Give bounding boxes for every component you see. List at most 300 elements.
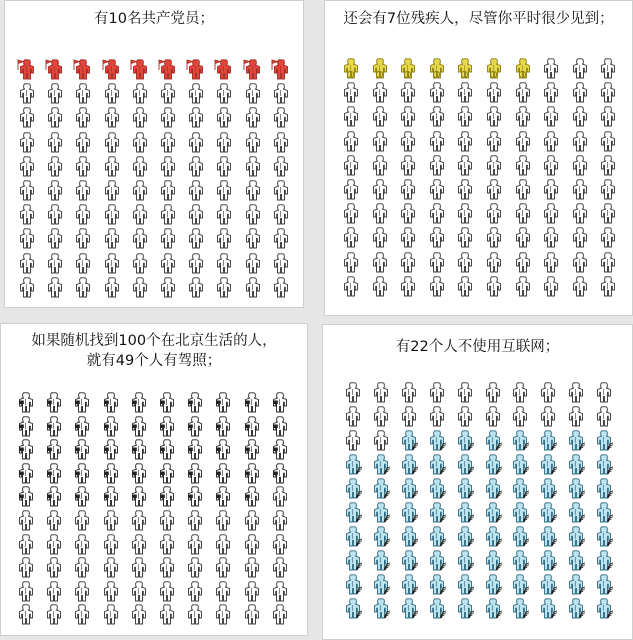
person-icon: [129, 509, 148, 531]
person-icon: [427, 57, 446, 79]
person-icon: [570, 275, 589, 297]
person-icon: [72, 556, 91, 578]
person-icon: [270, 603, 289, 625]
person-icon: [399, 549, 418, 571]
person-icon: [455, 381, 474, 403]
person-icon: [73, 252, 92, 274]
person-icon: [371, 477, 390, 499]
person-icon: [510, 573, 529, 595]
person-icon: [594, 501, 613, 523]
person-icon: [157, 603, 176, 625]
person-icon: [455, 275, 474, 297]
caption-line: 有22个人不使用互联网；: [395, 339, 560, 355]
person-icon: [185, 462, 204, 484]
person-icon: [541, 81, 560, 103]
person-icon: [513, 226, 532, 248]
person-icon: [399, 477, 418, 499]
person-icon: [130, 227, 149, 249]
person-icon: [271, 82, 290, 104]
person-icon: [101, 438, 120, 460]
person-icon: [271, 227, 290, 249]
person-icon: [214, 106, 233, 128]
person-icon: [242, 556, 261, 578]
person-icon: [157, 415, 176, 437]
person-icon: [16, 533, 35, 555]
person-icon: [243, 155, 262, 177]
person-icon: [242, 485, 261, 507]
person-icon: [271, 106, 290, 128]
person-icon: [44, 485, 63, 507]
person-icon: [566, 477, 585, 499]
person-icon: [398, 105, 417, 127]
person-icon: [513, 251, 532, 273]
person-icon: [16, 509, 35, 531]
person-icon: [343, 573, 362, 595]
person-icon: [343, 453, 362, 475]
person-icon: [213, 438, 232, 460]
person-icon: [343, 525, 362, 547]
person-icon: [343, 429, 362, 451]
person-icon: [185, 438, 204, 460]
person-icon: [72, 391, 91, 413]
panel-drivers-license: [0, 323, 308, 636]
person-icon: [541, 275, 560, 297]
person-icon: [72, 438, 91, 460]
person-icon: [102, 155, 121, 177]
person-icon: [102, 82, 121, 104]
person-icon: [370, 178, 389, 200]
panel-caption: [1, 331, 307, 371]
person-icon: [73, 155, 92, 177]
person-icon: [455, 429, 474, 451]
person-icon: [341, 81, 360, 103]
person-icon: [157, 556, 176, 578]
person-icon: [427, 226, 446, 248]
person-icon: [72, 462, 91, 484]
person-icon: [129, 533, 148, 555]
person-icon: [598, 105, 617, 127]
person-icon: [570, 105, 589, 127]
person-icon: [130, 276, 149, 298]
person-icon: [513, 130, 532, 152]
person-icon: [242, 391, 261, 413]
person-icon: [484, 105, 503, 127]
person-icon: [242, 462, 261, 484]
person-icon: [594, 525, 613, 547]
person-icon: [455, 251, 474, 273]
person-icon: [44, 556, 63, 578]
person-icon: [158, 227, 177, 249]
person-icon: [213, 580, 232, 602]
person-icon: [158, 106, 177, 128]
person-icon: [510, 453, 529, 475]
person-icon: [427, 429, 446, 451]
person-icon: [538, 525, 557, 547]
person-icon: [398, 57, 417, 79]
person-icon: [213, 485, 232, 507]
person-icon: [129, 462, 148, 484]
person-icon: [243, 82, 262, 104]
person-icon: [371, 597, 390, 619]
person-icon: [213, 556, 232, 578]
person-icon: [484, 178, 503, 200]
person-icon: [129, 580, 148, 602]
person-icon: [370, 105, 389, 127]
person-icon: [538, 381, 557, 403]
person-icon: [45, 58, 64, 80]
person-icon: [399, 573, 418, 595]
person-icon: [598, 130, 617, 152]
person-icon: [242, 533, 261, 555]
person-icon: [343, 501, 362, 523]
person-icon: [158, 131, 177, 153]
person-icon: [73, 106, 92, 128]
person-icon: [17, 131, 36, 153]
person-icon: [185, 415, 204, 437]
person-icon: [484, 202, 503, 224]
person-icon: [455, 105, 474, 127]
person-icon: [158, 203, 177, 225]
person-icon: [598, 178, 617, 200]
person-icon: [399, 429, 418, 451]
person-icon: [513, 275, 532, 297]
person-icon: [101, 533, 120, 555]
person-icon: [427, 105, 446, 127]
person-icon: [130, 252, 149, 274]
person-icon: [271, 179, 290, 201]
person-icon: [427, 81, 446, 103]
person-icon: [399, 405, 418, 427]
person-icon: [243, 58, 262, 80]
person-icon: [186, 82, 205, 104]
person-icon: [570, 202, 589, 224]
person-icon: [370, 57, 389, 79]
person-icon: [566, 597, 585, 619]
person-icon: [341, 226, 360, 248]
person-icon: [541, 57, 560, 79]
person-icon: [185, 580, 204, 602]
person-icon: [371, 381, 390, 403]
person-icon: [594, 477, 613, 499]
person-icon: [510, 525, 529, 547]
person-icon: [157, 438, 176, 460]
person-icon: [213, 462, 232, 484]
panel-caption: [5, 9, 303, 29]
person-icon: [185, 603, 204, 625]
person-icon: [427, 202, 446, 224]
person-icon: [483, 429, 502, 451]
person-icon: [130, 58, 149, 80]
person-icon: [158, 276, 177, 298]
person-icon: [17, 179, 36, 201]
person-icon: [343, 477, 362, 499]
person-icon: [399, 381, 418, 403]
person-icon: [341, 105, 360, 127]
person-icon: [455, 130, 474, 152]
person-icon: [538, 477, 557, 499]
person-icon: [343, 405, 362, 427]
person-icon: [101, 580, 120, 602]
panel-disabled-people: [324, 0, 633, 316]
person-icon: [427, 275, 446, 297]
person-icon: [455, 57, 474, 79]
person-icon: [270, 509, 289, 531]
person-icon: [102, 179, 121, 201]
person-icon: [455, 597, 474, 619]
person-icon: [510, 429, 529, 451]
person-icon: [510, 477, 529, 499]
person-icon: [399, 525, 418, 547]
person-icon: [271, 252, 290, 274]
person-icon: [541, 130, 560, 152]
person-icon: [243, 252, 262, 274]
person-icon: [483, 477, 502, 499]
person-icon: [270, 415, 289, 437]
person-icon: [427, 251, 446, 273]
person-icon: [427, 501, 446, 523]
person-icon: [101, 485, 120, 507]
person-icon: [370, 154, 389, 176]
person-icon: [541, 226, 560, 248]
panel-caption: [323, 337, 632, 357]
person-icon: [271, 276, 290, 298]
person-icon: [102, 203, 121, 225]
person-icon: [102, 106, 121, 128]
person-icon: [130, 179, 149, 201]
person-icon: [371, 429, 390, 451]
person-icon: [45, 179, 64, 201]
person-icon: [243, 227, 262, 249]
person-icon: [427, 130, 446, 152]
person-icon: [186, 252, 205, 274]
person-icon: [570, 178, 589, 200]
person-icon: [186, 276, 205, 298]
person-icon: [455, 453, 474, 475]
person-icon: [484, 57, 503, 79]
person-icon: [398, 130, 417, 152]
person-icon: [213, 415, 232, 437]
person-icon: [73, 58, 92, 80]
person-icon: [102, 227, 121, 249]
person-icon: [570, 130, 589, 152]
person-icon: [484, 81, 503, 103]
person-icon: [371, 405, 390, 427]
person-icon: [16, 415, 35, 437]
person-icon: [371, 453, 390, 475]
person-icon: [538, 429, 557, 451]
person-icon: [566, 453, 585, 475]
person-icon: [594, 453, 613, 475]
person-icon: [566, 525, 585, 547]
person-icon: [566, 549, 585, 571]
person-icon: [484, 154, 503, 176]
person-icon: [370, 275, 389, 297]
person-icon: [16, 391, 35, 413]
person-icon: [130, 82, 149, 104]
person-icon: [158, 82, 177, 104]
person-icon: [371, 573, 390, 595]
person-icon: [483, 501, 502, 523]
person-icon: [16, 485, 35, 507]
person-icon: [455, 405, 474, 427]
person-icon: [242, 415, 261, 437]
person-icon: [513, 81, 532, 103]
person-icon: [73, 276, 92, 298]
person-icon: [455, 202, 474, 224]
person-icon: [17, 252, 36, 274]
person-icon: [455, 226, 474, 248]
person-icon: [370, 130, 389, 152]
person-icon: [130, 106, 149, 128]
person-icon: [541, 202, 560, 224]
person-icon: [16, 580, 35, 602]
person-icon: [538, 597, 557, 619]
person-icon: [214, 203, 233, 225]
person-icon: [510, 405, 529, 427]
person-icon: [185, 509, 204, 531]
person-icon: [541, 105, 560, 127]
person-icon: [594, 549, 613, 571]
person-icon: [343, 549, 362, 571]
person-icon: [44, 580, 63, 602]
person-icon: [513, 154, 532, 176]
person-icon: [45, 252, 64, 274]
person-icon: [513, 105, 532, 127]
person-icon: [398, 81, 417, 103]
person-icon: [102, 276, 121, 298]
person-icon: [129, 556, 148, 578]
person-icon: [541, 178, 560, 200]
person-icon: [102, 252, 121, 274]
person-icon: [242, 438, 261, 460]
person-icon: [186, 227, 205, 249]
person-icon: [270, 533, 289, 555]
person-icon: [510, 501, 529, 523]
person-icon: [45, 276, 64, 298]
person-icon: [427, 477, 446, 499]
person-icon: [44, 509, 63, 531]
person-icon: [341, 251, 360, 273]
person-icon: [214, 58, 233, 80]
person-icon: [16, 438, 35, 460]
person-icon: [45, 155, 64, 177]
person-icon: [483, 381, 502, 403]
person-icon: [598, 275, 617, 297]
person-icon: [45, 106, 64, 128]
person-icon: [598, 57, 617, 79]
person-icon: [130, 155, 149, 177]
person-icon: [398, 178, 417, 200]
person-icon: [73, 179, 92, 201]
person-icon: [398, 154, 417, 176]
person-icon: [157, 391, 176, 413]
person-icon: [570, 251, 589, 273]
person-icon: [213, 391, 232, 413]
person-icon: [510, 549, 529, 571]
caption-line: 有10名共产党员；: [94, 11, 214, 27]
person-icon: [101, 509, 120, 531]
person-icon: [44, 603, 63, 625]
person-icon: [214, 276, 233, 298]
person-icon: [484, 251, 503, 273]
person-icon: [102, 58, 121, 80]
person-icon: [594, 573, 613, 595]
person-icon: [44, 462, 63, 484]
person-icon: [510, 597, 529, 619]
person-icon: [341, 57, 360, 79]
person-icon: [16, 603, 35, 625]
person-icon: [157, 533, 176, 555]
person-icon: [214, 252, 233, 274]
person-icon: [44, 415, 63, 437]
person-icon: [44, 438, 63, 460]
person-icon: [398, 275, 417, 297]
caption-line: 还会有7位残疾人，尽管你平时很少见到；: [343, 11, 614, 27]
person-icon: [101, 415, 120, 437]
person-icon: [45, 227, 64, 249]
person-icon: [158, 179, 177, 201]
person-icon: [538, 501, 557, 523]
person-icon: [427, 405, 446, 427]
panel-no-internet: [322, 324, 633, 640]
person-icon: [598, 202, 617, 224]
person-icon: [72, 580, 91, 602]
person-icon: [483, 405, 502, 427]
person-icon: [17, 106, 36, 128]
person-icon: [157, 580, 176, 602]
person-icon: [566, 573, 585, 595]
person-icon: [185, 533, 204, 555]
person-icon: [157, 462, 176, 484]
person-icon: [598, 81, 617, 103]
person-icon: [398, 226, 417, 248]
person-icon: [398, 251, 417, 273]
person-icon: [17, 276, 36, 298]
person-icon: [598, 251, 617, 273]
person-icon: [213, 603, 232, 625]
person-icon: [570, 226, 589, 248]
person-icon: [270, 580, 289, 602]
person-icon: [101, 462, 120, 484]
person-icon: [538, 573, 557, 595]
person-icon: [186, 179, 205, 201]
person-icon: [370, 226, 389, 248]
person-icon: [371, 501, 390, 523]
person-icon: [341, 130, 360, 152]
person-icon: [17, 82, 36, 104]
person-icon: [483, 573, 502, 595]
person-icon: [270, 485, 289, 507]
person-icon: [72, 485, 91, 507]
person-icon: [243, 106, 262, 128]
person-icon: [101, 556, 120, 578]
person-icon: [455, 501, 474, 523]
person-icon: [129, 485, 148, 507]
person-icon: [214, 227, 233, 249]
person-icon: [130, 131, 149, 153]
person-icon: [594, 597, 613, 619]
person-icon: [594, 405, 613, 427]
person-icon: [566, 405, 585, 427]
person-icon: [186, 203, 205, 225]
person-icon: [72, 533, 91, 555]
person-icon: [242, 603, 261, 625]
person-icon: [270, 438, 289, 460]
person-icon: [427, 525, 446, 547]
person-icon: [270, 462, 289, 484]
person-icon: [129, 603, 148, 625]
person-icon: [214, 179, 233, 201]
